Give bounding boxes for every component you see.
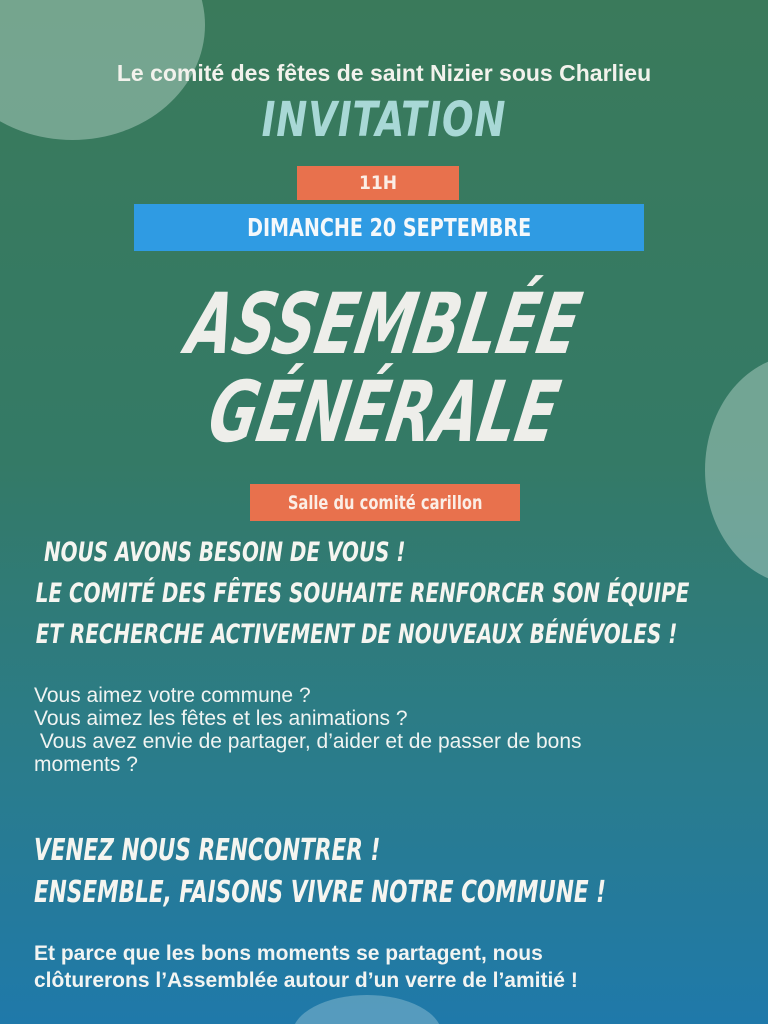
place-badge [250, 484, 520, 521]
date-banner [134, 204, 644, 251]
question-1: Vous aimez votre commune ? [34, 684, 311, 707]
decorative-circle-right [705, 355, 768, 585]
place-text: Salle du comité carillon [287, 491, 483, 514]
closing-line2: clôturerons l’Assemblée autour d’un verre de l’amitié ! [34, 969, 578, 992]
time-text: 11H [358, 172, 398, 194]
question-3-line1: Vous avez envie de partager, d’aider et de passer de bons [34, 730, 582, 753]
question-2: Vous aimez les fêtes et les animations ? [34, 707, 408, 730]
questions-block [34, 684, 734, 776]
call-line1: VENEZ NOUS RENCONTRER ! [34, 833, 381, 868]
date-text: DIMANCHE 20 SEPTEMBRE [246, 213, 532, 242]
call-block [34, 830, 626, 914]
appeal-line3: ET RECHERCHE ACTIVEMENT DE NOUVEAUX BÉNÉVOLES ! [35, 619, 678, 650]
decorative-circle-bottom [292, 995, 442, 1024]
appeal-block [35, 532, 690, 655]
appeal-line2: LE COMITÉ DES FÊTES SOUHAITE RENFORCER SON ÉQUIPE [35, 578, 690, 609]
call-line2: ENSEMBLE, FAISONS VIVRE NOTRE COMMUNE ! [34, 875, 607, 910]
event-title-line2: GÉNÉRALE [201, 363, 567, 461]
invitation-heading: INVITATION [261, 92, 507, 148]
time-badge [297, 166, 459, 200]
closing-block [34, 940, 734, 994]
closing-line1: Et parce que les bons moments se partagent, nous [34, 942, 543, 965]
event-title-line1: ASSEMBLÉE [180, 275, 588, 373]
question-3-line2: moments ? [34, 753, 138, 776]
organizer-line: Le comité des fêtes de saint Nizier sous Charlieu [116, 60, 652, 86]
appeal-line1: NOUS AVONS BESOIN DE VOUS ! [44, 537, 406, 568]
